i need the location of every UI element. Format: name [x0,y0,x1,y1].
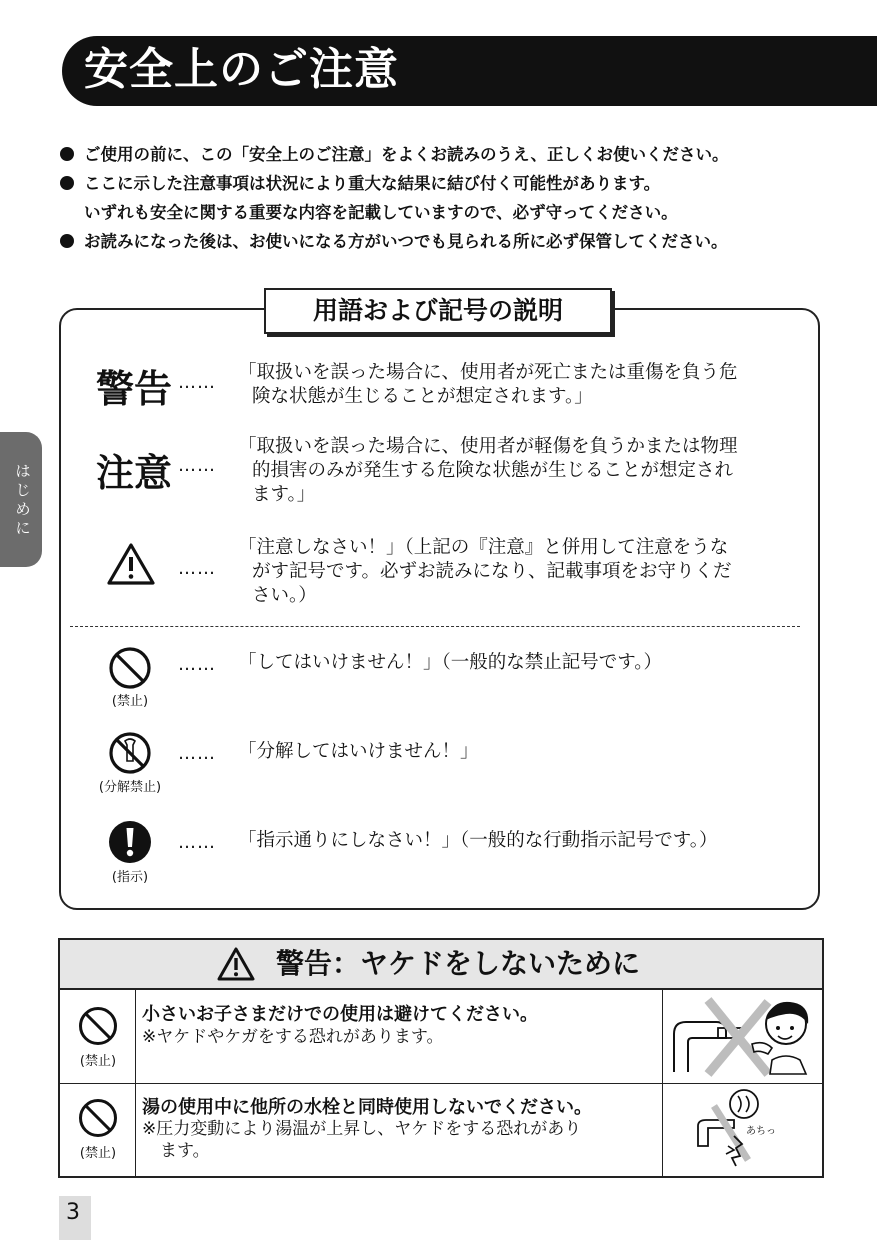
prohibited-description: 「してはいけません！」（一般的な禁止記号です。） [238,652,663,673]
caution-term: 注意 [96,451,173,495]
warning-description: 「取扱いを誤った場合に、使用者が死亡または重傷を負う危 険な状態が生じることが想定されます。」 [238,362,738,407]
leader-dots: …… [178,832,216,853]
exclamation-icon [108,820,152,864]
no-disassembly-icon [108,731,152,775]
prohibited-icon [108,646,152,690]
warning-main-text: 湯の使用中に他所の水栓と同時使用しないでください。 [142,1097,592,1118]
prohibited-icon [78,1006,118,1046]
triangle-description: 「注意しなさい！」（上記の『注意』と併用して注意をうな がす記号です。必ずお読みになり、記載事項をお守りくだ さい。） [238,537,732,606]
intro-notes [60,140,850,256]
explanation-title: 用語および記号の説明 [264,288,612,334]
prohibited-icon [78,1098,118,1138]
hot-water-faucet-illustration [690,1086,800,1172]
leader-dots: …… [178,455,216,476]
intro-item-continuation: いずれも安全に関する重要な内容を記載していますので、必ず守ってください。 [84,203,678,222]
intro-item: ご使用の前に、この「安全上のご注意」をよくお読みのうえ、正しくお使いください。 [60,140,850,169]
warning-term: 警告 [96,367,173,411]
page-number: 3 [66,1200,80,1225]
child-faucet-illustration [668,994,816,1080]
row-divider [60,1083,822,1084]
bullet-icon [60,234,74,248]
warning-main-text: 小さいお子さまだけでの使用は避けてください。 [142,1004,538,1025]
symbol-caption: (禁止) [111,694,149,709]
intro-item: お読みになった後は、お使いになる方がいつでも見られる所に必ず保管してください。 [60,227,850,256]
symbol-caption: (禁止) [79,1146,117,1161]
illustration-caption: あちっ [746,1126,776,1137]
symbol-caption: (指示) [111,870,149,885]
warning-sub-text: ※ヤケドやケガをする恐れがあります。 [142,1027,444,1047]
leader-dots: …… [178,558,216,579]
warning-table-title: 警告：ヤケドをしないために [276,947,641,980]
symbol-caption: (禁止) [79,1054,117,1069]
page-title: 安全上のご注意 [84,44,399,95]
instruction-description: 「指示通りにしなさい！」（一般的な行動指示記号です。） [238,830,718,851]
warning-sub-text: ※圧力変動により湯温が上昇し、ヤケドをする恐れがあり ます。 [142,1119,582,1161]
no-disassembly-description: 「分解してはいけません！」 [238,741,479,762]
intro-item: ここに示した注意事項は状況により重大な結果に結び付く可能性があります。 [60,169,850,198]
leader-dots: …… [178,743,216,764]
caution-description: 「取扱いを誤った場合に、使用者が軽傷を負うかまたは物理 的損害のみが発生する危険な状態が生じることが想定され ます。」 [238,436,738,505]
bullet-icon [60,176,74,190]
leader-dots: …… [178,654,216,675]
warning-triangle-icon [216,946,256,982]
section-divider [70,626,800,627]
bullet-icon [60,147,74,161]
warning-triangle-icon [106,542,156,586]
leader-dots: …… [178,372,216,393]
symbol-caption: (分解禁止) [98,780,162,795]
burn-warning-table [58,938,824,1178]
section-tab-label: はじめに [15,462,31,537]
